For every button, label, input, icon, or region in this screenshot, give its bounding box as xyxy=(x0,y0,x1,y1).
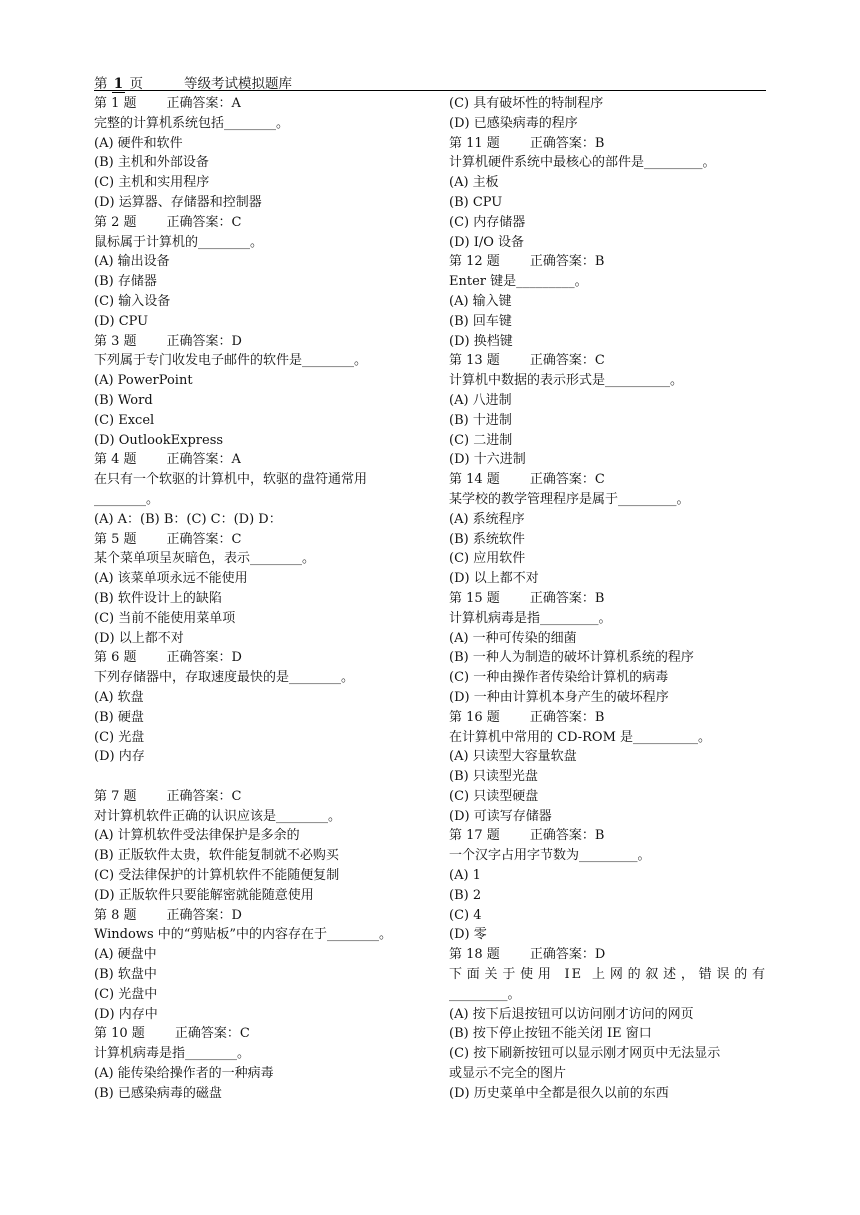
option: (D) 运算器、存储器和控制器 xyxy=(94,194,262,210)
option: (D) 历史菜单中全都是很久以前的东西 xyxy=(449,1085,669,1101)
correct-answer: 正确答案：C xyxy=(166,788,242,804)
option: (D) 内存中 xyxy=(94,1006,158,1022)
question-2 xyxy=(94,213,424,332)
option: (C) 按下刷新按钮可以显示刚才网页中无法显示 xyxy=(449,1046,721,1062)
option: (D) 一种由计算机本身产生的破坏程序 xyxy=(449,689,669,705)
question-text: 在只有一个软驱的计算机中，软驱的盘符通常用 xyxy=(94,472,368,488)
question-12 xyxy=(449,252,767,351)
question-8 xyxy=(94,906,424,1025)
question-7 xyxy=(94,787,424,906)
option: (C) 二进制 xyxy=(449,432,513,448)
option: (B) 软件设计上的缺陷 xyxy=(94,590,222,606)
left-column xyxy=(94,94,424,1104)
option: (A) 八进制 xyxy=(449,392,512,408)
correct-answer: 正确答案：C xyxy=(166,531,242,547)
correct-answer: 正确答案：D xyxy=(166,907,242,923)
question-number: 第 1 题 xyxy=(94,96,137,111)
question-number: 第 16 题 xyxy=(449,709,500,725)
option: (A) 系统程序 xyxy=(449,511,525,527)
question-number: 第 7 题 xyxy=(94,788,137,804)
option: (B) 正版软件太贵，软件能复制就不必购买 xyxy=(94,848,339,864)
option: (B) 十进制 xyxy=(449,412,512,428)
option: (B) 一种人为制造的破坏计算机系统的程序 xyxy=(449,650,694,666)
question-17 xyxy=(449,826,767,945)
option: (A) 能传染给操作者的一种病毒 xyxy=(94,1066,274,1082)
question-text: 下列存储器中，存取速度最快的是________。 xyxy=(94,670,355,686)
question-text: 计算机硬件系统中最核心的部件是_________。 xyxy=(449,155,716,171)
option: (C) 主机和实用程序 xyxy=(94,175,210,191)
correct-answer: 正确答案：C xyxy=(529,472,605,488)
option: (C) 受法律保护的计算机软件不能随便复制 xyxy=(94,868,340,884)
question-10 xyxy=(94,1024,424,1103)
option: (B) 回车键 xyxy=(449,313,512,329)
option: (D) 十六进制 xyxy=(449,452,526,468)
question-4 xyxy=(94,450,424,529)
option: (D) 正版软件只要能解密就能随意使用 xyxy=(94,887,314,903)
correct-answer: 正确答案：A xyxy=(166,96,241,111)
question-14 xyxy=(449,470,767,589)
question-18 xyxy=(449,945,767,1103)
option: (A) A：(B) B：(C) C：(D) D： xyxy=(94,511,282,527)
option: (B) 软盘中 xyxy=(94,967,157,983)
question-number: 第 10 题 xyxy=(94,1026,145,1042)
question-text: 某学校的教学管理程序是属于_________。 xyxy=(449,491,690,507)
option: (B) 已感染病毒的磁盘 xyxy=(94,1085,222,1101)
page-header xyxy=(94,70,766,91)
option: (D) 换档键 xyxy=(449,333,513,349)
question-number: 第 18 题 xyxy=(449,947,500,963)
correct-answer: 正确答案：D xyxy=(166,333,242,349)
correct-answer: 正确答案：D xyxy=(529,947,606,963)
question-text: 计算机病毒是指_________。 xyxy=(449,610,612,626)
question-text: 某个菜单项呈灰暗色，表示________。 xyxy=(94,551,316,567)
correct-answer: 正确答案：D xyxy=(166,650,242,666)
correct-answer: 正确答案：B xyxy=(529,590,605,606)
option: (D) 可读写存储器 xyxy=(449,808,552,824)
option: (B) Word xyxy=(94,392,153,408)
correct-answer: 正确答案：C xyxy=(174,1026,250,1042)
question-15 xyxy=(449,589,767,708)
correct-answer: 正确答案：C xyxy=(166,214,242,230)
question-text: 一个汉字占用字节数为_________。 xyxy=(449,848,651,864)
option: (D) I/O 设备 xyxy=(449,234,525,250)
option: (D) 内存 xyxy=(94,749,145,765)
option: (D) 零 xyxy=(449,927,487,943)
option: (B) 存储器 xyxy=(94,274,157,290)
question-6 xyxy=(94,648,424,767)
option: (C) 一种由操作者传染给计算机的病毒 xyxy=(449,670,669,686)
page-title: 等级考试模拟题库 xyxy=(184,76,292,92)
question-number: 第 6 题 xyxy=(94,650,137,666)
question-text: Windows 中的“剪贴板”中的内容存在于________。 xyxy=(94,927,393,943)
option: (A) 硬件和软件 xyxy=(94,135,183,151)
option: (A) 输入键 xyxy=(449,293,512,309)
question-number: 第 3 题 xyxy=(94,333,137,349)
question-1 xyxy=(94,94,424,213)
option: (C) 具有破坏性的特制程序 xyxy=(449,96,604,111)
question-number: 第 17 题 xyxy=(449,828,500,844)
question-number: 第 5 题 xyxy=(94,531,137,547)
option: (C) 光盘中 xyxy=(94,986,158,1002)
option: (A) 硬盘中 xyxy=(94,947,157,963)
option: (D) 已感染病毒的程序 xyxy=(449,115,578,131)
question-number: 第 4 题 xyxy=(94,452,137,468)
option: (C) 光盘 xyxy=(94,729,145,745)
option: (C) 应用软件 xyxy=(449,551,526,567)
option: (D) 以上都不对 xyxy=(449,571,539,587)
option: (A) 输出设备 xyxy=(94,254,170,270)
question-text: 对计算机软件正确的认识应该是________。 xyxy=(94,808,342,824)
correct-answer: 正确答案：B xyxy=(529,135,605,151)
option-cont: 或显示不完全的图片 xyxy=(449,1066,567,1082)
question-3 xyxy=(94,332,424,451)
question-text: 计算机病毒是指________。 xyxy=(94,1046,251,1062)
option: (A) 只读型大容量软盘 xyxy=(449,749,577,765)
option: (B) CPU xyxy=(449,194,503,210)
question-number: 第 8 题 xyxy=(94,907,137,923)
question-text: 在计算机中常用的 CD-ROM 是__________。 xyxy=(449,729,712,745)
option: (A) 软盘 xyxy=(94,689,144,705)
option: (C) 内存储器 xyxy=(449,214,526,230)
question-text: 下面关于使用 IE 上网的叙述，错误的有 xyxy=(449,967,767,983)
option: (C) 当前不能使用菜单项 xyxy=(94,610,236,626)
correct-answer: 正确答案：B xyxy=(529,709,605,725)
correct-answer: 正确答案：B xyxy=(529,828,605,844)
question-11 xyxy=(449,134,767,253)
option: (C) 输入设备 xyxy=(94,293,171,309)
option: (A) 1 xyxy=(449,868,481,884)
right-column xyxy=(449,94,767,1104)
option: (B) 硬盘 xyxy=(94,709,144,725)
option: (B) 只读型光盘 xyxy=(449,769,538,785)
question-number: 第 2 题 xyxy=(94,214,137,230)
option: (D) OutlookExpress xyxy=(94,432,224,448)
option: (C) Excel xyxy=(94,412,155,428)
question-5 xyxy=(94,530,424,649)
page-number: 第 1 页 xyxy=(94,76,143,92)
question-number: 第 15 题 xyxy=(449,590,500,606)
correct-answer: 正确答案：C xyxy=(529,353,605,369)
question-text: 完整的计算机系统包括________。 xyxy=(94,115,290,131)
option: (A) 计算机软件受法律保护是多余的 xyxy=(94,828,300,844)
option: (B) 按下停止按钮不能关闭 IE 窗口 xyxy=(449,1026,652,1042)
question-number: 第 12 题 xyxy=(449,254,500,270)
option: (C) 只读型硬盘 xyxy=(449,788,539,804)
question-16 xyxy=(449,708,767,827)
option: (A) 该菜单项永远不能使用 xyxy=(94,571,248,587)
question-text: Enter 键是_________。 xyxy=(449,274,588,290)
question-number: 第 13 题 xyxy=(449,353,500,369)
question-number: 第 14 题 xyxy=(449,472,500,488)
question-text-cont: _________。 xyxy=(449,986,521,1002)
option: (A) PowerPoint xyxy=(94,373,193,389)
option: (A) 主板 xyxy=(449,175,499,191)
option: (B) 系统软件 xyxy=(449,531,525,547)
option: (B) 主机和外部设备 xyxy=(94,155,209,171)
option: (A) 一种可传染的细菌 xyxy=(449,630,577,646)
question-10-continued xyxy=(449,94,767,134)
question-text: 下列属于专门收发电子邮件的软件是________。 xyxy=(94,353,368,369)
option: (A) 按下后退按钮可以访问刚才访问的网页 xyxy=(449,1006,694,1022)
option: (B) 2 xyxy=(449,887,482,903)
question-text-cont: ________。 xyxy=(94,491,160,507)
question-13 xyxy=(449,351,767,470)
blank-line xyxy=(94,767,424,787)
option: (C) 4 xyxy=(449,907,482,923)
option: (D) CPU xyxy=(94,313,149,329)
question-text: 计算机中数据的表示形式是__________。 xyxy=(449,373,684,389)
question-text: 鼠标属于计算机的________。 xyxy=(94,234,264,250)
option: (D) 以上都不对 xyxy=(94,630,184,646)
question-number: 第 11 题 xyxy=(449,135,500,151)
correct-answer: 正确答案：A xyxy=(166,452,241,468)
correct-answer: 正确答案：B xyxy=(529,254,605,270)
